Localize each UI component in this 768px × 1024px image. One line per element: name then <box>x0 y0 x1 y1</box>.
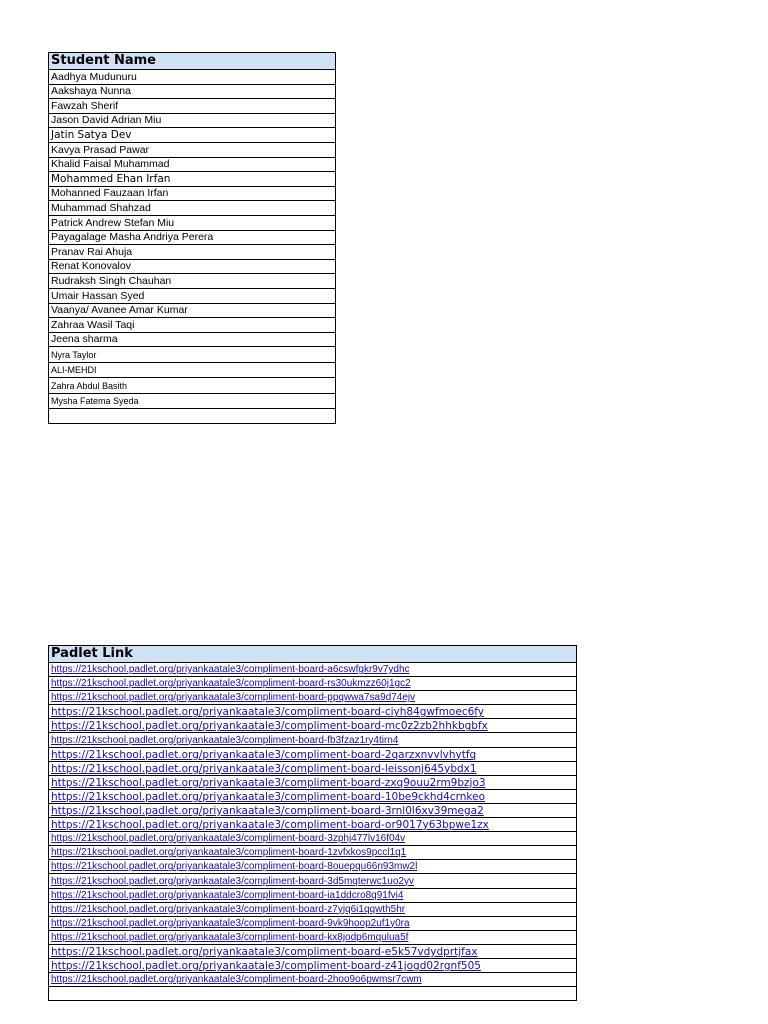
padlet-link[interactable]: https://21kschool.padlet.org/priyankaatale3/compliment-board-3zphj477lv16f04v <box>51 833 406 845</box>
student-name-cell[interactable]: Jason David Adrian Miu <box>49 113 336 128</box>
student-name-cell[interactable]: Mysha Fatema Syeda <box>49 393 336 409</box>
padlet-link-cell <box>49 958 577 972</box>
padlet-link-cell <box>49 747 577 761</box>
table-row <box>49 274 336 289</box>
padlet-link[interactable]: https://21kschool.padlet.org/priyankaatale3/compliment-board-z41jogd02rgnf505 <box>51 960 481 973</box>
student-name-cell[interactable]: Khalid Faisal Muhammad <box>49 157 336 172</box>
padlet-link-cell <box>49 818 577 832</box>
padlet-link[interactable]: https://21kschool.padlet.org/priyankaatale3/compliment-board-rs30ukmzz60j1gc2 <box>51 678 411 690</box>
student-name-cell[interactable]: ALI-MEHDI <box>49 362 336 378</box>
student-name-cell[interactable]: Jeena sharma <box>49 332 336 347</box>
table-row <box>49 332 336 347</box>
student-name-cell[interactable]: Fawzah Sherif <box>49 99 336 114</box>
student-name-table <box>48 52 336 424</box>
padlet-link[interactable]: https://21kschool.padlet.org/priyankaatale3/compliment-board-ia1ddcro8q91fvi4 <box>51 889 404 901</box>
student-name-cell[interactable]: Renat Konovalov <box>49 259 336 274</box>
table-row <box>49 747 577 761</box>
student-name-cell[interactable]: Jatin Satya Dev <box>49 128 336 143</box>
empty-row <box>49 409 336 424</box>
padlet-link-cell <box>49 874 577 888</box>
padlet-link[interactable]: https://21kschool.padlet.org/priyankaatale3/compliment-board-zxq9ouu2rm9bzjo3 <box>51 776 486 789</box>
student-name-cell[interactable]: Muhammad Shahzad <box>49 201 336 216</box>
table-row <box>49 201 336 216</box>
padlet-link[interactable]: https://21kschool.padlet.org/priyankaatale3/compliment-board-3d5mqterwc1uo2yv <box>51 875 414 887</box>
table-row <box>49 347 336 363</box>
padlet-rows <box>49 663 577 1001</box>
padlet-link-cell <box>49 832 577 846</box>
student-header-row <box>49 53 336 70</box>
padlet-link-cell <box>49 691 577 705</box>
padlet-link[interactable]: https://21kschool.padlet.org/priyankaatale3/compliment-board-8ouepqu66n93mw2l <box>51 861 418 873</box>
table-row <box>49 888 577 902</box>
student-name-cell[interactable]: Aadhya Mudunuru <box>49 70 336 85</box>
padlet-link-cell <box>49 902 577 916</box>
table-row <box>49 775 577 789</box>
padlet-link-cell <box>49 733 577 747</box>
table-row <box>49 874 577 888</box>
table-row <box>49 393 336 409</box>
table-row <box>49 860 577 874</box>
padlet-link[interactable]: https://21kschool.padlet.org/priyankaatale3/compliment-board-1zvfxkos9pccl1q1 <box>51 847 407 859</box>
table-row <box>49 902 577 916</box>
table-row <box>49 142 336 157</box>
padlet-link-cell <box>49 916 577 930</box>
table-row <box>49 70 336 85</box>
student-name-cell[interactable]: Mohammed Ehan Irfan <box>49 172 336 187</box>
padlet-link-cell <box>49 888 577 902</box>
padlet-link-cell <box>49 761 577 775</box>
padlet-link[interactable]: https://21kschool.padlet.org/priyankaatale3/compliment-board-kx8jodp6mqulua5f <box>51 931 409 943</box>
padlet-header-row <box>49 646 577 663</box>
padlet-link-cell <box>49 719 577 733</box>
table-row <box>49 113 336 128</box>
student-name-cell[interactable]: Zahraa Wasil Taqi <box>49 318 336 333</box>
padlet-link-cell <box>49 775 577 789</box>
table-row <box>49 230 336 245</box>
table-row <box>49 761 577 775</box>
padlet-link-cell <box>49 860 577 874</box>
padlet-link[interactable]: https://21kschool.padlet.org/priyankaatale3/compliment-board-fb3fzaz1ry4tirn4 <box>51 734 399 746</box>
table-row <box>49 705 577 719</box>
student-name-cell[interactable]: Pranav Rai Ahuja <box>49 245 336 260</box>
table-row <box>49 362 336 378</box>
padlet-link-cell <box>49 846 577 860</box>
student-name-cell[interactable]: Zahra Abdul Basith <box>49 378 336 394</box>
padlet-link[interactable]: https://21kschool.padlet.org/priyankaatale3/compliment-board-2hoo9o6pwmsr7cwm <box>51 974 422 986</box>
padlet-link-cell <box>49 803 577 817</box>
padlet-link-cell <box>49 677 577 691</box>
table-row <box>49 245 336 260</box>
student-name-header[interactable]: Student Name <box>49 53 336 70</box>
student-name-cell[interactable]: Vaanya/ Avanee Amar Kumar <box>49 303 336 318</box>
student-name-cell[interactable]: Aakshaya Nunna <box>49 84 336 99</box>
padlet-link[interactable]: https://21kschool.padlet.org/priyankaatale3/compliment-board-leissonj645ybdx1 <box>51 762 477 775</box>
table-row <box>49 973 577 987</box>
table-row <box>49 128 336 143</box>
padlet-link[interactable]: https://21kschool.padlet.org/priyankaatale3/compliment-board-2qarzxnvvlvhytfq <box>51 748 477 761</box>
table-row <box>49 944 577 958</box>
table-row <box>49 99 336 114</box>
table-row <box>49 719 577 733</box>
padlet-link-cell <box>49 973 577 987</box>
padlet-link-cell <box>49 663 577 677</box>
student-name-cell[interactable]: Rudraksh Singh Chauhan <box>49 274 336 289</box>
padlet-link-cell <box>49 944 577 958</box>
student-name-cell[interactable]: Umair Hassan Syed <box>49 288 336 303</box>
padlet-link[interactable]: https://21kschool.padlet.org/priyankaatale3/compliment-board-10be9ckhd4crnkeo <box>51 790 486 803</box>
table-row <box>49 215 336 230</box>
padlet-link[interactable]: https://21kschool.padlet.org/priyankaatale3/compliment-board-ciyh84gwfmoec6fy <box>51 706 484 719</box>
table-row <box>49 916 577 930</box>
table-row <box>49 677 577 691</box>
empty-cell[interactable] <box>49 987 577 1001</box>
table-row <box>49 733 577 747</box>
student-rows <box>49 70 336 424</box>
table-row <box>49 818 577 832</box>
padlet-link-header[interactable]: Padlet Link <box>49 646 577 663</box>
table-row <box>49 832 577 846</box>
padlet-link-cell <box>49 705 577 719</box>
padlet-link-cell <box>49 789 577 803</box>
padlet-link[interactable]: https://21kschool.padlet.org/priyankaatale3/compliment-board-z7yjq6i1qqwth5hr <box>51 903 406 915</box>
student-name-cell[interactable]: Nyra Taylor <box>49 347 336 363</box>
table-row <box>49 259 336 274</box>
padlet-link[interactable]: https://21kschool.padlet.org/priyankaatale3/compliment-board-ppqwwa7sa9d74ejv <box>51 692 416 704</box>
student-name-cell[interactable]: Kavya Prasad Pawar <box>49 142 336 157</box>
student-name-cell[interactable]: Mohanned Fauzaan Irfan <box>49 186 336 201</box>
padlet-link-table <box>48 645 577 1001</box>
padlet-link[interactable]: https://21kschool.padlet.org/priyankaatale3/compliment-board-3rnl0l6xv39mega2 <box>51 805 484 818</box>
padlet-link[interactable]: https://21kschool.padlet.org/priyankaatale3/compliment-board-or9017y63bpwe1zx <box>51 819 489 832</box>
table-row <box>49 958 577 972</box>
empty-row <box>49 987 577 1001</box>
table-row <box>49 378 336 394</box>
table-row <box>49 691 577 705</box>
table-row <box>49 84 336 99</box>
table-row <box>49 789 577 803</box>
table-row <box>49 803 577 817</box>
table-row <box>49 846 577 860</box>
table-row <box>49 288 336 303</box>
table-row <box>49 186 336 201</box>
padlet-link-cell <box>49 930 577 944</box>
table-row <box>49 318 336 333</box>
padlet-link[interactable]: https://21kschool.padlet.org/priyankaatale3/compliment-board-mc0z2zb2hhkbgbfx <box>51 720 488 733</box>
padlet-link[interactable]: https://21kschool.padlet.org/priyankaatale3/compliment-board-9vk9hoop2uf1y0ra <box>51 917 410 929</box>
padlet-link[interactable]: https://21kschool.padlet.org/priyankaatale3/compliment-board-a6cswfgkr9v7ydhc <box>51 664 410 676</box>
table-row <box>49 303 336 318</box>
table-row <box>49 663 577 677</box>
table-row <box>49 172 336 187</box>
table-row <box>49 930 577 944</box>
table-row <box>49 157 336 172</box>
student-name-cell[interactable]: Patrick Andrew Stefan Miu <box>49 215 336 230</box>
empty-cell[interactable] <box>49 409 336 424</box>
student-name-cell[interactable]: Payagalage Masha Andriya Perera <box>49 230 336 245</box>
padlet-link[interactable]: https://21kschool.padlet.org/priyankaatale3/compliment-board-e5k57vdydprtjfax <box>51 945 478 958</box>
